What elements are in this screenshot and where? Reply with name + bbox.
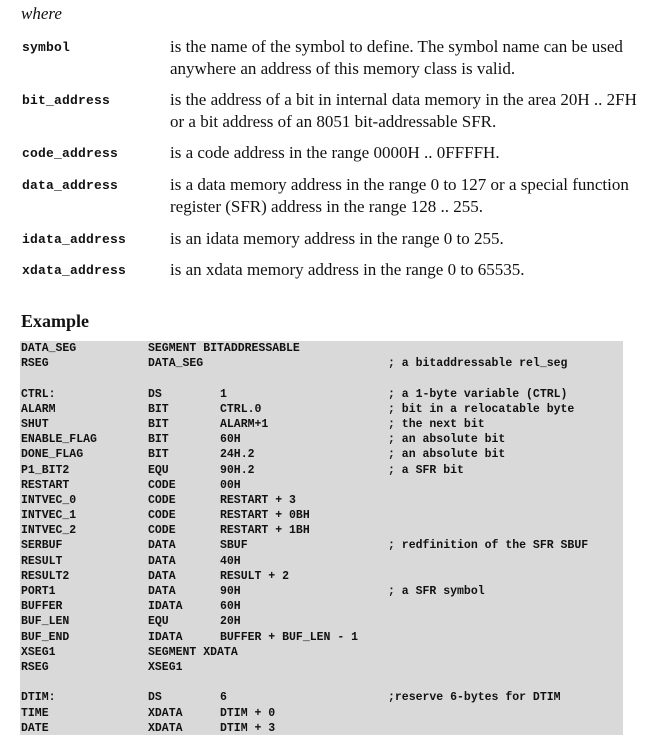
code-directive: DATA [148, 539, 176, 553]
code-operand: RESTART + 0BH [220, 509, 310, 523]
code-operand: RESTART + 1BH [220, 524, 310, 538]
code-directive: BIT [148, 448, 169, 462]
code-operand: 60H [220, 600, 241, 614]
code-line [20, 478, 623, 493]
code-line [20, 599, 623, 614]
code-comment: ; the next bit [388, 417, 485, 431]
definition-term: bit_address [22, 93, 111, 108]
code-label: PORT1 [21, 585, 56, 598]
code-directive: CODE [148, 524, 176, 538]
code-operand: BUFFER + BUF_LEN - 1 [220, 630, 359, 644]
definition-term: idata_address [22, 232, 127, 247]
code-line [20, 706, 623, 721]
code-line [20, 584, 623, 599]
code-label: CTRL: [21, 387, 56, 401]
code-line [20, 356, 623, 371]
code-line [20, 721, 623, 735]
code-line [20, 554, 623, 569]
code-label: INTVEC_2 [21, 524, 77, 538]
code-label: RESULT [21, 554, 63, 568]
code-directive: IDATA [148, 600, 183, 614]
code-directive: DATA [148, 585, 176, 598]
definition-description: is an xdata memory address in the range 0 to 65535. [170, 260, 525, 279]
code-directive: CODE [148, 509, 176, 523]
code-operand: 1 [220, 387, 227, 401]
code-directive: CODE [148, 493, 176, 507]
code-comment: ; a SFR symbol [388, 585, 485, 598]
code-operand: ALARM+1 [220, 417, 269, 431]
definition-term: symbol [22, 40, 71, 55]
code-comment: ; bit in a relocatable byte [388, 402, 575, 416]
code-operand: 24H.2 [220, 448, 255, 462]
code-label: RESULT2 [21, 569, 70, 583]
code-directive: IDATA [148, 630, 183, 644]
code-operand: 20H [220, 615, 241, 629]
definition-description: is the address of a bit in internal data memory in the area 20H .. 2FH or a bit address of an 8051 bit-addressable SFR. [170, 90, 637, 131]
code-directive: DATA [148, 569, 176, 583]
code-operand: 60H [220, 433, 241, 447]
code-label: DATA_SEG [21, 342, 77, 355]
definition-description: is a code address in the range 0000H .. 0FFFFH. [170, 143, 500, 162]
code-line [20, 523, 623, 538]
code-label: RSEG [21, 357, 49, 371]
code-directive: SEGMENT BITADDRESSABLE [148, 342, 300, 355]
code-comment: ;reserve 6-bytes for DTIM [388, 691, 561, 705]
code-line [20, 402, 623, 417]
code-label: ENABLE_FLAG [21, 433, 97, 447]
code-line [20, 690, 623, 705]
code-label: DTIM: [21, 691, 56, 705]
code-label: INTVEC_0 [21, 493, 77, 507]
code-label: BUF_LEN [21, 615, 70, 629]
code-line [20, 630, 623, 645]
code-line [20, 417, 623, 432]
code-line [20, 463, 623, 478]
code-operand: 90H [220, 585, 241, 598]
code-label: P1_BIT2 [21, 463, 70, 477]
code-line [20, 569, 623, 584]
code-line [20, 371, 623, 386]
code-comment: ; an absolute bit [388, 433, 506, 447]
code-directive: SEGMENT XDATA [148, 645, 238, 659]
code-line [20, 614, 623, 629]
code-directive: BIT [148, 402, 169, 416]
code-operand: RESULT + 2 [220, 569, 290, 583]
code-directive: DATA [148, 554, 176, 568]
code-directive: DS [148, 691, 162, 705]
code-line [20, 508, 623, 523]
code-directive: XDATA [148, 706, 183, 720]
code-comment: ; a bitaddressable rel_seg [388, 357, 568, 371]
code-line [20, 387, 623, 402]
definition-term: xdata_address [22, 263, 127, 278]
code-directive: BIT [148, 433, 169, 447]
code-line [20, 660, 623, 675]
code-comment: ; a SFR bit [388, 463, 464, 477]
code-directive: BIT [148, 417, 169, 431]
code-operand: DTIM + 0 [220, 706, 276, 720]
definition-term: code_address [22, 146, 119, 161]
code-line [20, 493, 623, 508]
code-operand: 6 [220, 691, 227, 705]
code-line [20, 645, 623, 660]
code-line [20, 447, 623, 462]
definition-description: is a data memory address in the range 0 to 127 or a special function register (SFR) address in the range 128 .. 255. [170, 175, 629, 216]
definition-term: data_address [22, 178, 119, 193]
code-label: ALARM [21, 402, 56, 416]
code-label: SERBUF [21, 539, 63, 553]
code-operand: 90H.2 [220, 463, 255, 477]
code-operand: SBUF [220, 539, 248, 553]
code-operand: 40H [220, 554, 241, 568]
intro-where: where [21, 4, 62, 23]
code-label: RSEG [21, 660, 49, 674]
code-directive: CODE [148, 478, 176, 492]
definition-description: is the name of the symbol to define. The symbol name can be used anywhere an address of this memory class is valid. [170, 37, 623, 78]
code-operand: RESTART + 3 [220, 493, 296, 507]
code-comment: ; an absolute bit [388, 448, 506, 462]
code-label: SHUT [21, 417, 49, 431]
code-example-block [20, 341, 623, 735]
code-operand: DTIM + 3 [220, 721, 276, 735]
code-label: RESTART [21, 478, 70, 492]
code-label: BUFFER [21, 600, 63, 614]
code-operand: CTRL.0 [220, 402, 262, 416]
code-label: INTVEC_1 [21, 509, 77, 523]
code-line [20, 432, 623, 447]
code-operand: 00H [220, 478, 241, 492]
code-directive: XSEG1 [148, 660, 183, 674]
code-line [20, 675, 623, 690]
code-directive: EQU [148, 615, 169, 629]
code-comment: ; a 1-byte variable (CTRL) [388, 387, 568, 401]
code-label: BUF_END [21, 630, 70, 644]
example-heading: Example [21, 311, 90, 331]
code-directive: DS [148, 387, 162, 401]
code-label: TIME [21, 706, 49, 720]
code-label: DATE [21, 721, 49, 735]
code-label: DONE_FLAG [21, 448, 84, 462]
code-directive: XDATA [148, 721, 183, 735]
definition-description: is an idata memory address in the range 0 to 255. [170, 229, 504, 248]
code-line [20, 538, 623, 553]
code-line [20, 341, 623, 356]
code-label: XSEG1 [21, 645, 56, 659]
code-comment: ; redfinition of the SFR SBUF [388, 539, 589, 553]
code-directive: DATA_SEG [148, 357, 204, 371]
code-directive: EQU [148, 463, 169, 477]
